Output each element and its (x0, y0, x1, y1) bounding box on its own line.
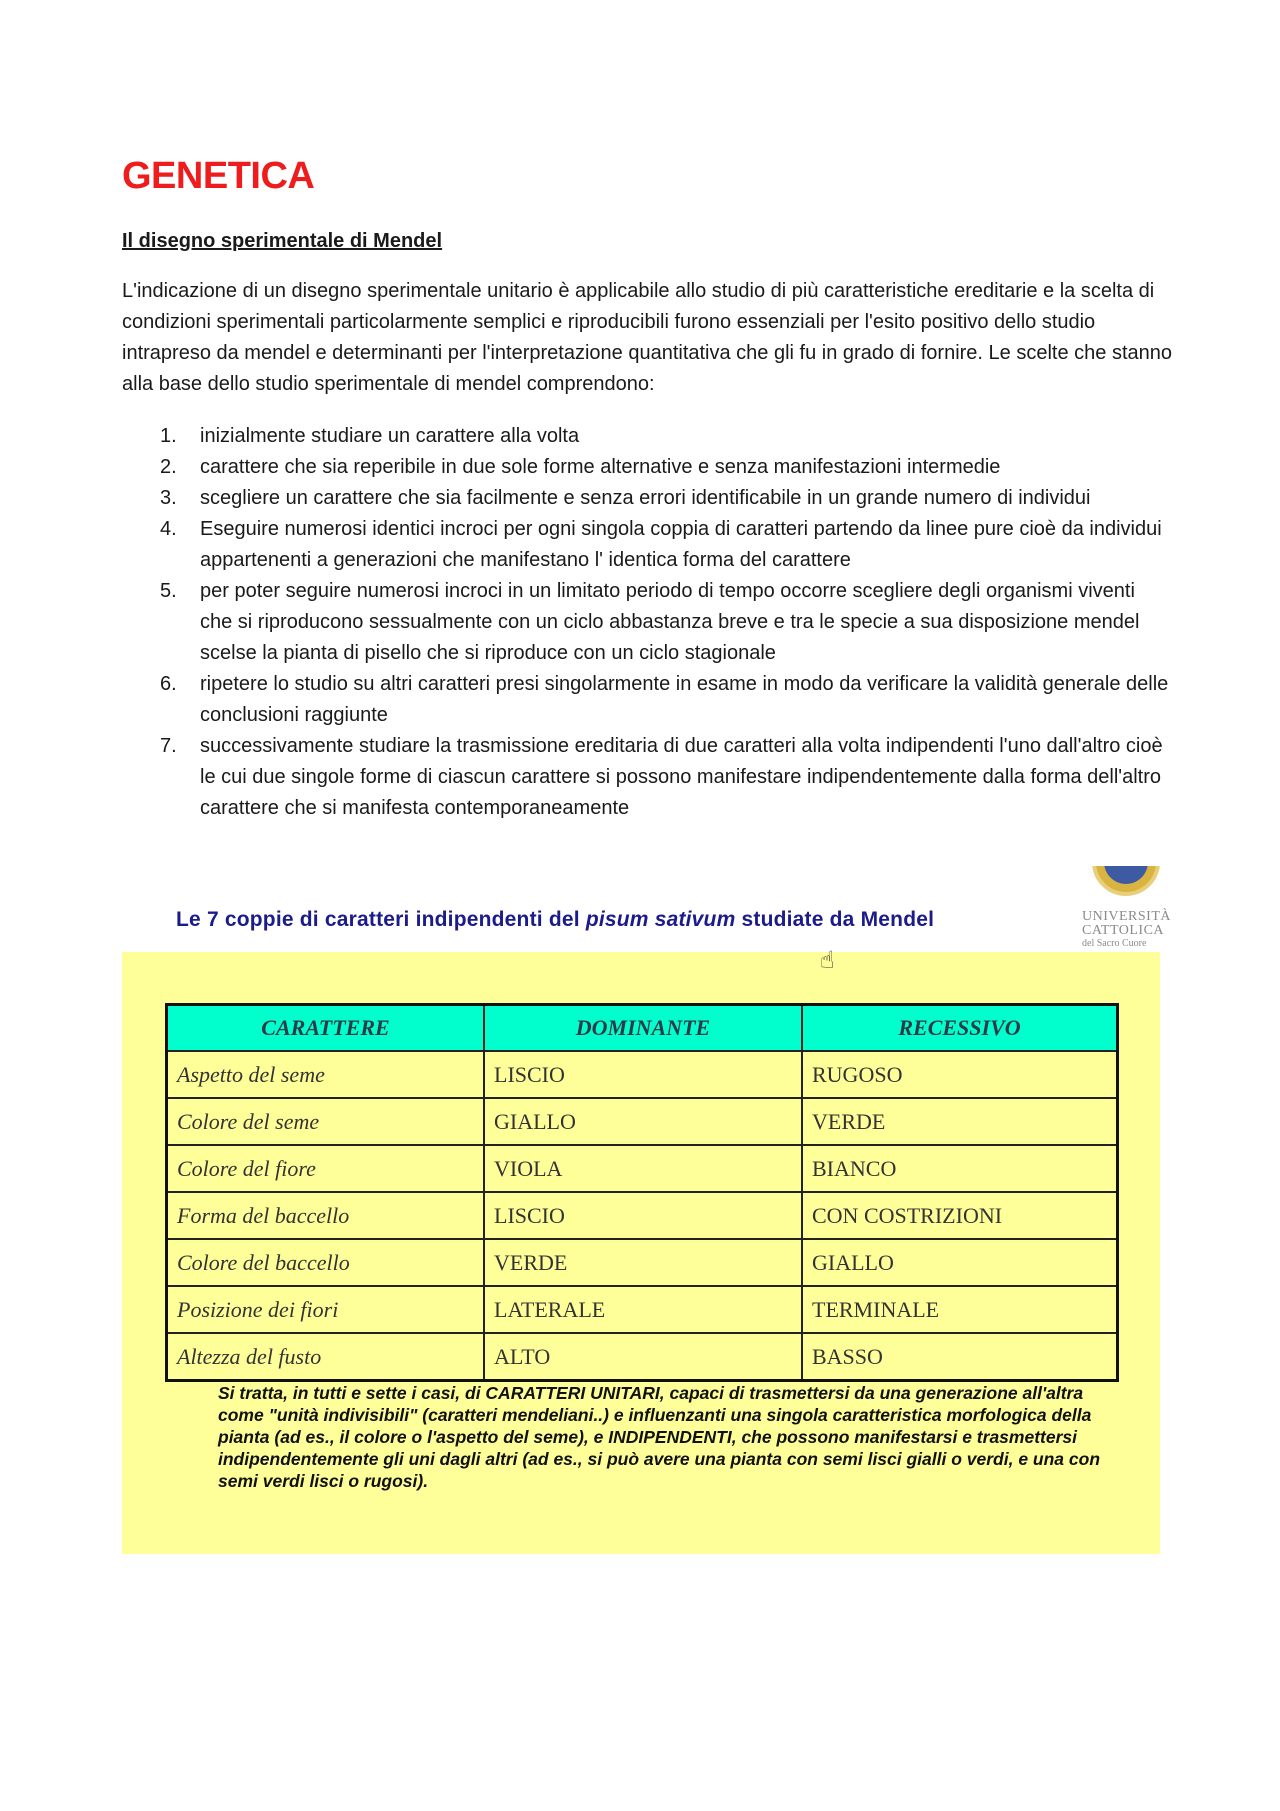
university-seal-icon (1090, 866, 1162, 902)
dominant-cell: ALTO (484, 1333, 802, 1381)
traits-table (165, 1003, 1119, 1382)
table-row (167, 1239, 1118, 1286)
dominant-cell: LATERALE (484, 1286, 802, 1333)
trait-cell: Colore del baccello (167, 1239, 485, 1286)
recessive-cell: BIANCO (802, 1145, 1118, 1192)
intro-paragraph: L'indicazione di un disegno sperimentale unitario è applicabile allo studio di più caratteristiche ereditarie e la scelta di condizioni sperimentali particolarmente semplici e riproducibili furono essenziali per l'esito positivo dello studio intrapreso da mendel e determinanti per l'interpretazione quantitativa che gli fu in grado di fornire. Le scelte che stanno alla base dello studio sperimentale di mendel comprendono: (122, 280, 1172, 395)
logo-line-3: del Sacro Cuore (1082, 938, 1147, 949)
recessive-cell: TERMINALE (802, 1286, 1118, 1333)
recessive-cell: CON COSTRIZIONI (802, 1192, 1118, 1239)
column-header: DOMINANTE (484, 1005, 802, 1052)
trait-cell: Aspetto del seme (167, 1051, 485, 1098)
slide-note: Si tratta, in tutti e sette i casi, di CARATTERI UNITARI, capaci di trasmettersi da una generazione all'altra come "unità indivisibili" (caratteri mendeliani..) e influenzanti una singola caratteristica morfologica della pianta (ad es., il colore o l'aspetto del seme), e INDIPENDENTI, che possono manifestarsi e trasmettersi indipendentemente gli uni dagli altri (ad es., si può avere una pianta con semi lisci gialli o verdi, e una con semi verdi lisci o rugosi). (218, 1383, 1101, 1491)
list-item-text: inizialmente studiare un carattere alla volta (200, 425, 580, 447)
column-header: CARATTERE (167, 1005, 485, 1052)
section-heading: Il disegno sperimentale di Mendel (122, 230, 443, 252)
list-number: 5. (160, 580, 177, 602)
list-item (122, 452, 1172, 483)
list-item (122, 669, 1172, 731)
dominant-cell: LISCIO (484, 1051, 802, 1098)
recessive-cell: GIALLO (802, 1239, 1118, 1286)
slide-header-pre: Le 7 coppie di caratteri indipendenti del (176, 908, 586, 931)
list-item (122, 576, 1172, 669)
list-item (122, 514, 1172, 576)
slide-header (176, 908, 934, 932)
list-item-text: scegliere un carattere che sia facilmente e senza errori identificabile in un grande numero di individui (200, 487, 1091, 509)
table-header-row (167, 1005, 1118, 1052)
list-item-text: per poter seguire numerosi incroci in un limitato periodo di tempo occorre scegliere degli organismi viventi che si riproducono sessualmente con un ciclo abbastanza breve e tra le specie a sua disposizione mendel scelse la pianta di pisello che si riproduce con un ciclo stagionale (200, 580, 1140, 664)
list-number: 4. (160, 518, 177, 540)
trait-cell: Colore del seme (167, 1098, 485, 1145)
trait-cell: Posizione dei fiori (167, 1286, 485, 1333)
document-title: GENETICA (122, 155, 315, 197)
table-row (167, 1333, 1118, 1381)
logo-line-1: UNIVERSITÀ (1082, 909, 1171, 924)
hand-cursor-icon: ☝ (820, 947, 835, 974)
slide-header-species: pisum sativum (585, 908, 736, 931)
list-item (122, 483, 1172, 514)
trait-cell: Altezza del fusto (167, 1333, 485, 1381)
logo-line-2: CATTOLICA (1082, 923, 1165, 938)
list-number: 7. (160, 735, 177, 757)
table-row (167, 1051, 1118, 1098)
trait-cell: Colore del fiore (167, 1145, 485, 1192)
dominant-cell: VERDE (484, 1239, 802, 1286)
trait-cell: Forma del baccello (167, 1192, 485, 1239)
table-row (167, 1192, 1118, 1239)
slide-header-post: studiate da Mendel (735, 908, 935, 931)
list-number: 3. (160, 487, 177, 509)
recessive-cell: VERDE (802, 1098, 1118, 1145)
list-item-text: carattere che sia reperibile in due sole forme alternative e senza manifestazioni intermedie (200, 456, 1001, 478)
list-number: 6. (160, 673, 177, 695)
recessive-cell: BASSO (802, 1333, 1118, 1381)
recessive-cell: RUGOSO (802, 1051, 1118, 1098)
dominant-cell: GIALLO (484, 1098, 802, 1145)
dominant-cell: LISCIO (484, 1192, 802, 1239)
table-row (167, 1145, 1118, 1192)
list-item (122, 421, 1172, 452)
list-number: 2. (160, 456, 177, 478)
list-item-text: successivamente studiare la trasmissione ereditaria di due caratteri alla volta indipendenti l'uno dall'altro cioè le cui due singole forme di ciascun carattere si possono manifestare indipendentemente dalla forma dell'altro carattere che si manifesta contemporaneamente (200, 735, 1163, 819)
column-header: RECESSIVO (802, 1005, 1118, 1052)
list-item-text: Eseguire numerosi identici incroci per ogni singola coppia di caratteri partendo da linee pure cioè da individui appartenenti a generazioni che manifestano l' identica forma del carattere (200, 518, 1162, 571)
mendel-steps-list (122, 421, 1172, 824)
table-row (167, 1098, 1118, 1145)
university-logo (1082, 909, 1171, 949)
table-row (167, 1286, 1118, 1333)
dominant-cell: VIOLA (484, 1145, 802, 1192)
list-item-text: ripetere lo studio su altri caratteri presi singolarmente in esame in modo da verificare la validità generale delle conclusioni raggiunte (200, 673, 1169, 726)
list-item (122, 731, 1172, 824)
list-number: 1. (160, 425, 177, 447)
